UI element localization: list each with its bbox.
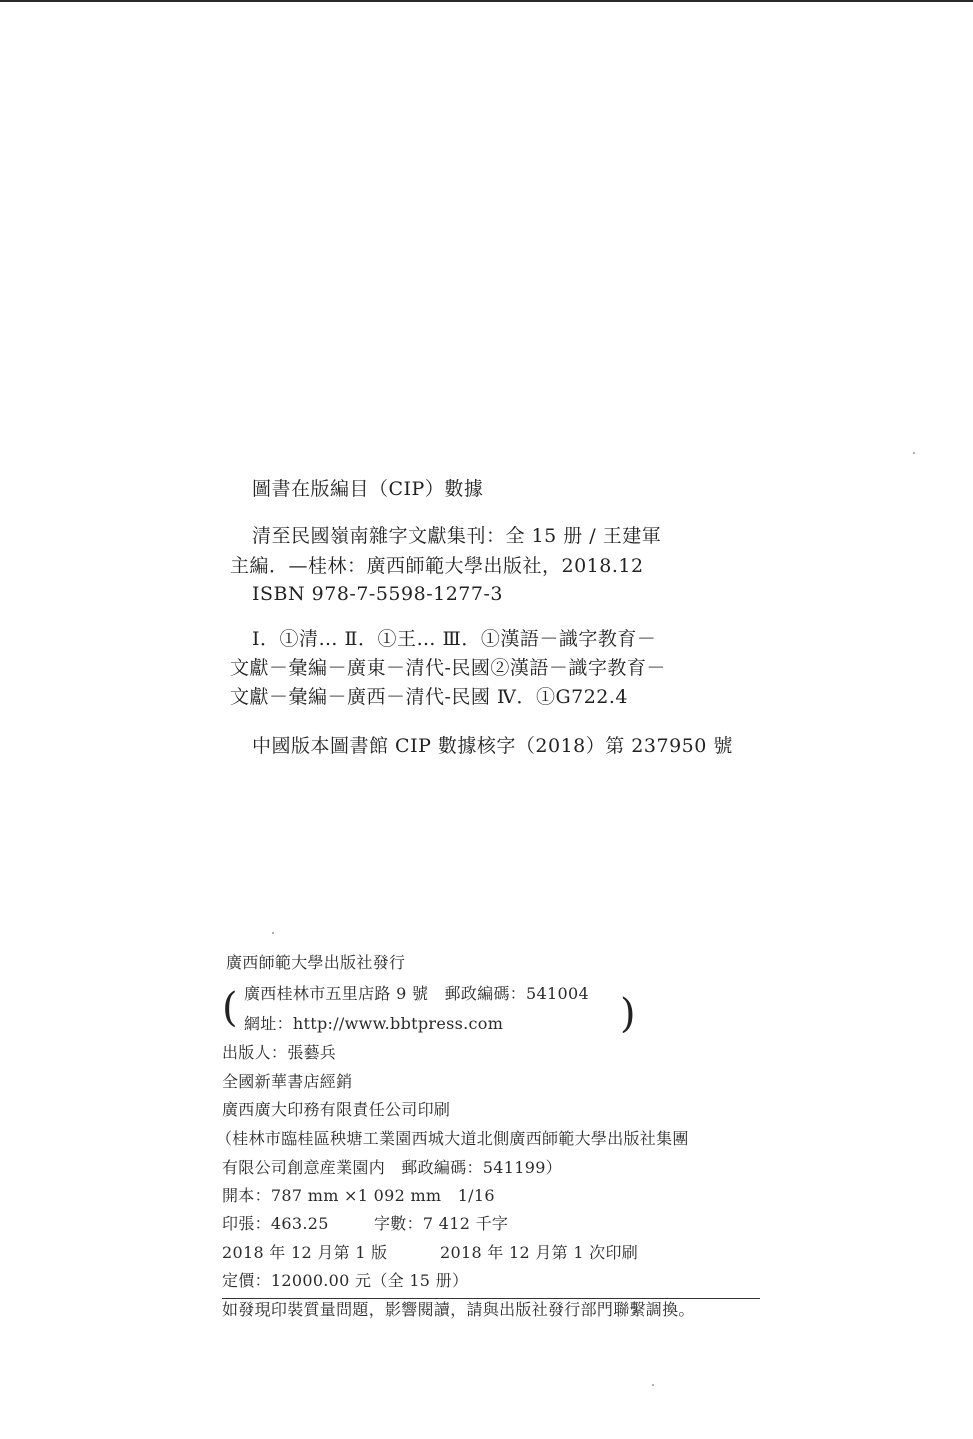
publisher-line: 廣西師範大學出版社發行 [226, 953, 406, 972]
cip-title-line-1: 清至民國嶺南雜字文獻集刊：全 15 册 / 王建軍 [252, 525, 662, 547]
cip-title-line-2: 主編．—桂林：廣西師範大學出版社，2018.12 [230, 555, 644, 577]
printer: 廣西廣大印務有限責任公司印刷 [222, 1100, 451, 1119]
printed-sheets: 印張：463.25 [222, 1214, 329, 1233]
cip-record-number: 中國版本圖書館 CIP 數據核字（2018）第 237950 號 [252, 735, 733, 757]
publisher-address: 廣西桂林市五里店路 9 號 郵政編碼：541004 [244, 984, 589, 1003]
imprint-divider [222, 1298, 760, 1299]
printing: 2018 年 12 月第 1 次印刷 [440, 1243, 639, 1262]
printer-address-line-2: 有限公司創意産業園内 郵政編碼：541199） [222, 1158, 562, 1177]
book-format: 開本：787 mm ×1 092 mm 1/16 [222, 1186, 495, 1205]
scan-speck [272, 932, 274, 934]
right-parenthesis: ) [620, 991, 636, 1037]
printer-address-line-1: （桂林市臨桂區秧塘工業園西城大道北側廣西師範大學出版社集團 [216, 1129, 689, 1148]
cip-subject-line-3: 文獻－彙編－廣西－清代-民國 Ⅳ．①G722.4 [230, 686, 629, 708]
word-count: 字數：7 412 千字 [374, 1214, 509, 1233]
price: 定價：12000.00 元（全 15 册） [222, 1271, 469, 1290]
publisher-person: 出版人：張藝兵 [222, 1043, 337, 1062]
edition: 2018 年 12 月第 1 版 [222, 1243, 388, 1262]
cip-heading: 圖書在版編目（CIP）數據 [252, 478, 484, 500]
cip-isbn: ISBN 978-7-5598-1277-3 [252, 583, 503, 605]
page-top-border [0, 0, 973, 2]
publisher-address-block [222, 982, 642, 1040]
scan-speck [652, 1384, 654, 1386]
left-parenthesis: ( [222, 985, 238, 1031]
cip-subject-line-2: 文獻－彙編－廣東－清代-民國②漢語－識字教育－ [230, 657, 666, 679]
quality-notice: 如發現印裝質量問題，影響閱讀，請與出版社發行部門聯繫調換。 [222, 1300, 695, 1319]
publisher-website: 網址：http://www.bbtpress.com [244, 1014, 504, 1033]
cip-subject-line-1: Ⅰ．①清… Ⅱ．①王… Ⅲ．①漢語－識字教育－ [252, 628, 657, 650]
distributor: 全國新華書店經銷 [222, 1072, 353, 1091]
scan-speck [913, 452, 915, 454]
